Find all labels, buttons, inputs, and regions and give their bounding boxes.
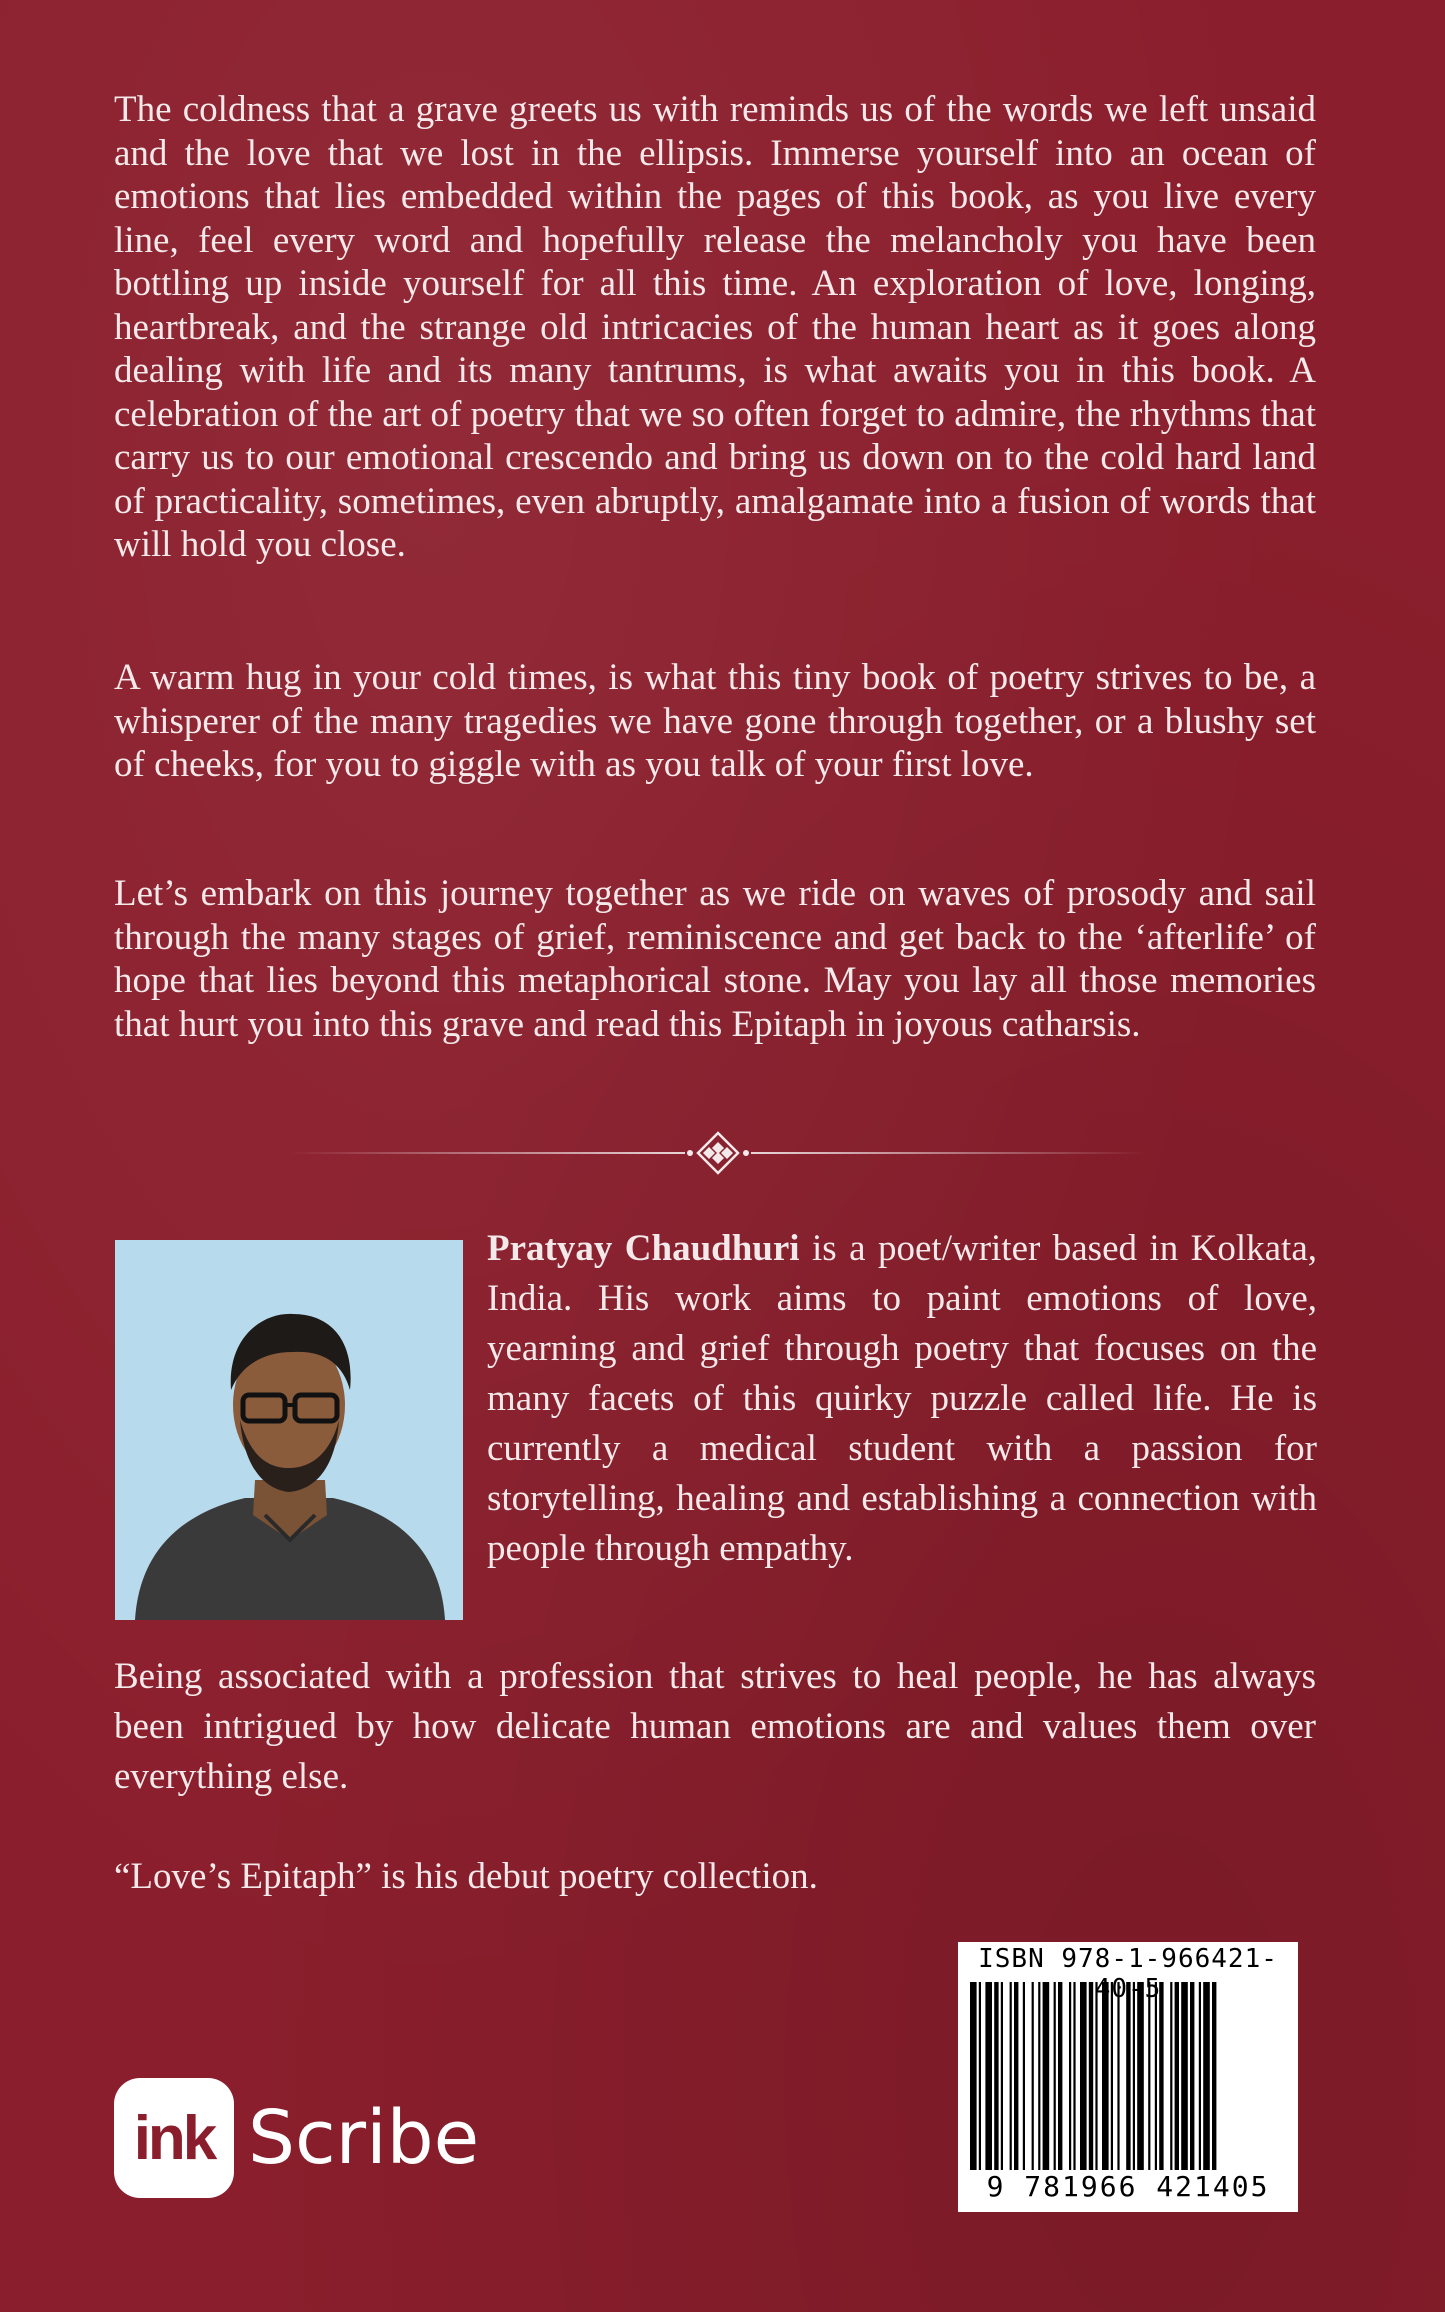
barcode-digits: 9 781966 421405 [986,2170,1270,2203]
barcode-bar [1038,1982,1040,2170]
author-bio-continued: Being associated with a profession that strives to heal people, he has always been intrigued by how delicate human emotions are and values them over everything else. [114,1656,1316,1797]
barcode-bar [1111,1982,1113,2170]
barcode-bar [1148,1982,1150,2170]
barcode-bar [1181,1982,1188,2170]
publisher-logo [114,2078,494,2198]
barcode-bar [979,1982,981,2170]
barcode-bar [1089,1982,1093,2170]
author-bio-text: is a poet/writer based in Kolkata, India. His work aims to paint emotions of love, yearning and grief through poetry that focuses on the many facets of this quirky puzzle called life. He is currently a medical student with a passion for storytelling, healing and establishing a connection with people through empathy. [487,1228,1318,1569]
blurb-paragraph-3: Let’s embark on this journey together as we ride on waves of prosody and sail through the many stages of grief, reminiscence and get back to the ‘afterlife’ of hope that lies beyond this metaphorical stone. May you lay all those memories that hurt you into this grave and read this Epitaph in joyous catharsis. [114,873,1316,1045]
blurb-paragraph-2: A warm hug in your cold times, is what this tiny book of poetry strives to be, a whisperer of the many tragedies we have gone through together, or a blushy set of cheeks, for you to giggle with as you talk of your first love. [114,657,1316,785]
barcode-bar [1133,1982,1135,2170]
barcode-bar [1080,1982,1087,2170]
author-bio [487,1224,1317,1574]
barcode-bar [1023,1982,1025,2170]
barcode-bar [1203,1982,1210,2170]
barcode-bar [1058,1982,1062,2170]
publisher-mark: ink [114,2078,234,2198]
blurb-paragraph-1: The coldness that a grave greets us with reminds us of the words we left unsaid and the love that we lost in the ellipsis. Immerse yourself into an ocean of emotions that lies embedded within the pages of this book, as you live every line, feel every word and hopefully release the melancholy you have been bottling up inside yourself for all this time. An exploration of love, longing, heartbreak, and the strange old intricacies of the human heart as it goes along dealing with life and its many tantrums, is what awaits you in this book. A celebration of the art of poetry that we so often forget to admire, the rhythms that carry us to our emotional crescendo and bring us down on to the cold hard land of practicality, sometimes, even abruptly, amalgamate into a fusion of words that will hold you close. [114,89,1316,565]
barcode-bar [1032,1982,1034,2170]
debut-note: “Love’s Epitaph” is his debut poetry collection. [114,1856,818,1897]
barcode-bar [1054,1982,1056,2170]
barcode-bar [1001,1982,1003,2170]
author-name: Pratyay Chaudhuri [487,1228,800,1269]
barcode-bar [970,1982,977,2170]
barcode-bar [1102,1982,1109,2170]
barcode-bar [1212,1982,1216,2170]
barcode-bar [1159,1982,1163,2170]
barcode-bar [1069,1982,1071,2170]
barcode-bar [1043,1982,1050,2170]
barcode-bar [985,1982,992,2170]
isbn-barcode [958,1942,1298,2212]
barcode-bar [1073,1982,1075,2170]
barcode-bar [1095,1982,1097,2170]
barcode-bar [1137,1982,1144,2170]
barcode-bar [1014,1982,1018,2170]
barcode-bar [1170,1982,1172,2170]
barcode-bar [1126,1982,1130,2170]
barcode-bar [1155,1982,1157,2170]
divider-ornament-icon [290,1130,1146,1176]
barcode-bars [970,1982,1286,2170]
isbn-label: ISBN 978-1-966421- 0-5 [978,1944,1278,2004]
barcode-bar [1010,1982,1012,2170]
barcode-bar [1199,1982,1201,2170]
author-photo [115,1240,463,1620]
barcode-bar [994,1982,998,2170]
publisher-name: Scribe [248,2095,480,2181]
barcode-bar [1190,1982,1194,2170]
barcode-bar [1175,1982,1179,2170]
barcode-bar [1117,1982,1119,2170]
